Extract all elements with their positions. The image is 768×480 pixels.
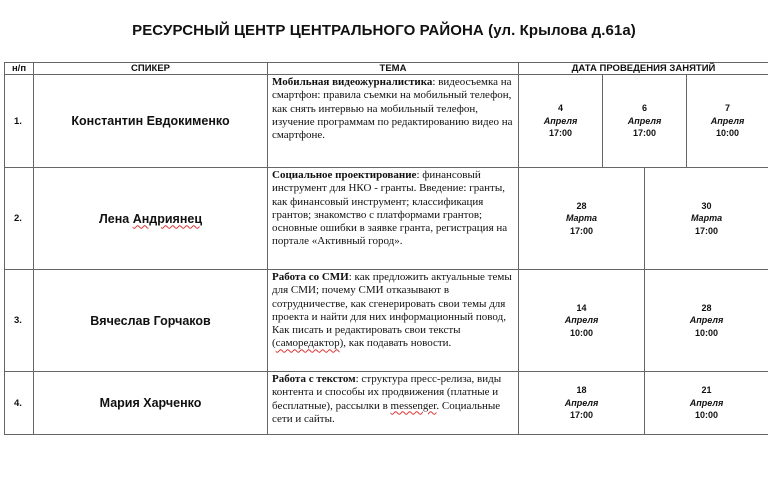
topic-description: : видеосъемка на смартфон: правила съемки на мобильный телефон, как снять интервью на мобильный телефон, изучение программам по редактированию видео на смартфоне. [272, 76, 513, 142]
date-day: 28 [576, 200, 587, 211]
topic-description: : как предложить актуальные темы для СМИ; почему СМИ отказывают в сотрудничестве, как сгенерировать свои темы для проекта и найти для них информационный повод, Как писать и редактировать свои тексты ( [272, 271, 512, 350]
date-time: 10:00 [569, 327, 594, 338]
date-cell [519, 168, 645, 270]
date-month: Апреля [710, 115, 745, 126]
topic-cell [268, 270, 519, 372]
date-cell [519, 372, 645, 435]
topic-underlined-word: messenger [390, 399, 437, 412]
date-cell [519, 75, 603, 168]
date-cell [645, 372, 768, 435]
date-month: Апреля [627, 115, 662, 126]
header-row [5, 63, 768, 75]
schedule-table [4, 62, 768, 435]
date-cell [645, 270, 768, 372]
date-day: 28 [701, 302, 712, 313]
date-time: 17:00 [548, 128, 573, 139]
date-time: 10:00 [716, 128, 740, 139]
speaker-name: Константин Евдокименко [34, 75, 268, 168]
table-row [5, 168, 768, 270]
date-day: 18 [576, 385, 587, 396]
speaker-name: Мария Харченко [34, 372, 268, 435]
header-speaker: СПИКЕР [34, 63, 268, 75]
date-month: Апреля [564, 315, 599, 326]
topic-underlined-word: саморедактор [275, 337, 340, 350]
topic-description: : финансовый инструмент для НКО - гранты. Введение: гранты, как финансовый инструмент; классификация грантов; знакомство с платформами грантов; основные ошибки в заявке гранта, регистрация на портале «Активный город». [272, 169, 508, 248]
row-number: 3. [5, 270, 34, 372]
date-time: 17:00 [632, 128, 657, 139]
date-month: Марта [690, 213, 723, 224]
date-cell [519, 270, 645, 372]
date-cell [687, 75, 768, 168]
header-num: н/п [5, 63, 34, 75]
topic-description-end: ), как подавать новости. [339, 337, 452, 350]
date-time: 17:00 [569, 410, 594, 421]
date-month: Марта [565, 213, 598, 224]
speaker-first-name: Лена [98, 211, 133, 226]
topic-title: Работа с текстом [272, 373, 356, 385]
speaker-name [34, 168, 268, 270]
header-topic: ТЕМА [268, 63, 519, 75]
row-number: 2. [5, 168, 34, 270]
topic-cell [268, 168, 519, 270]
row-number: 1. [5, 75, 34, 168]
date-time: 10:00 [695, 410, 719, 421]
date-day: 7 [725, 103, 731, 114]
topic-title: Социальное проектирование [272, 169, 417, 181]
topic-description-end: . Социальные сети и сайты. [272, 399, 501, 425]
date-day: 21 [701, 385, 712, 396]
date-time: 17:00 [569, 225, 594, 236]
page-title: РЕСУРСНЫЙ ЦЕНТР ЦЕНТРАЛЬНОГО РАЙОНА (ул. Крылова д.61а) [132, 22, 636, 39]
topic-title: Работа со СМИ [272, 271, 349, 283]
speaker-name: Вячеслав Горчаков [34, 270, 268, 372]
row-number: 4. [5, 372, 34, 435]
date-day: 14 [576, 302, 587, 313]
date-day: 4 [557, 103, 563, 114]
date-month: Апреля [543, 115, 578, 126]
table-row [5, 270, 768, 372]
date-month: Апреля [689, 315, 724, 326]
date-cell [603, 75, 687, 168]
date-month: Апреля [564, 397, 599, 408]
date-day: 30 [701, 200, 712, 211]
date-time: 10:00 [695, 327, 719, 338]
topic-description: : структура пресс-релиза, виды контента и способы их продвижения (платные и бесплатные), рассылки в [272, 373, 502, 412]
speaker-last-name: Андриянец [132, 211, 202, 226]
header-dates: ДАТА ПРОВЕДЕНИЯ ЗАНЯТИЙ [519, 63, 768, 75]
topic-title: Мобильная видеожурналистика [272, 76, 433, 88]
date-cell [645, 168, 768, 270]
date-time: 17:00 [695, 225, 719, 236]
table-row [5, 75, 768, 168]
date-day: 6 [641, 103, 647, 114]
topic-cell [268, 372, 519, 435]
date-month: Апреля [689, 397, 724, 408]
table-row [5, 372, 768, 435]
topic-cell [268, 75, 519, 168]
